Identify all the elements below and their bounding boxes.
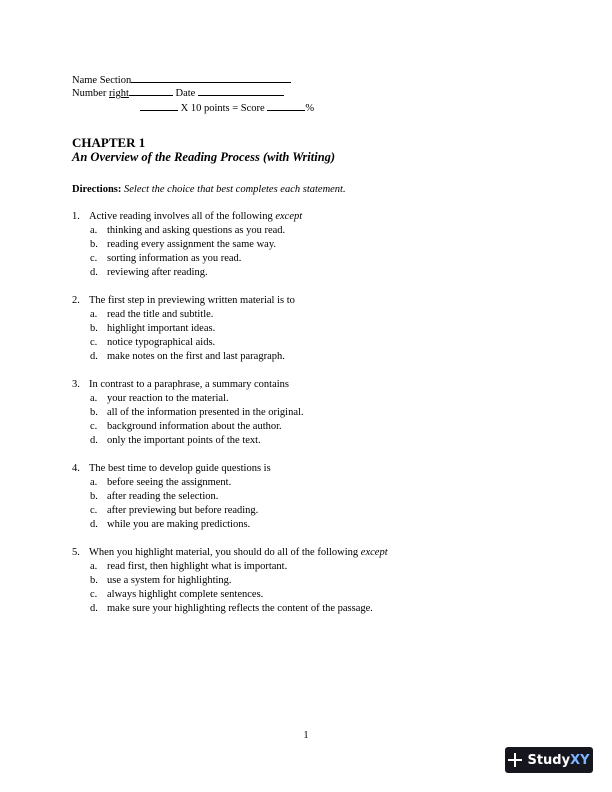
answer-option[interactable] [72, 238, 542, 252]
question-stem [72, 546, 542, 560]
question-stem [72, 294, 542, 308]
directions-text: Select the choice that best completes each statement. [124, 184, 346, 195]
option-letter: b. [90, 491, 98, 502]
option-letter: d. [90, 435, 98, 446]
option-letter: b. [90, 323, 98, 334]
option-text: make notes on the first and last paragraph. [107, 351, 285, 362]
number-date-line [72, 85, 542, 100]
option-letter: a. [90, 225, 98, 236]
answer-option[interactable] [72, 406, 542, 420]
answer-option[interactable] [72, 434, 542, 448]
answer-option[interactable] [72, 574, 542, 588]
brand-text: StudyXY [527, 752, 590, 768]
page-number: 1 [303, 730, 309, 741]
score-label: X 10 points = Score [180, 103, 265, 114]
answer-option[interactable] [72, 252, 542, 266]
score-line [72, 100, 542, 115]
question-text: The best time to develop guide questions is [89, 463, 271, 474]
answer-option[interactable] [72, 420, 542, 434]
option-text: sorting information as you read. [107, 253, 242, 264]
option-text: while you are making predictions. [107, 519, 251, 530]
option-text: all of the information presented in the original. [107, 407, 304, 418]
option-letter: d. [90, 267, 98, 278]
question-number: 1. [72, 211, 80, 222]
answer-option[interactable] [72, 490, 542, 504]
question-item [72, 294, 542, 364]
option-text: only the important points of the text. [107, 435, 261, 446]
option-text: background information about the author. [107, 421, 282, 432]
answer-option[interactable] [72, 504, 542, 518]
question-number: 2. [72, 295, 80, 306]
option-text: your reaction to the material. [107, 393, 229, 404]
studyxy-logo[interactable] [505, 747, 593, 773]
option-text: make sure your highlighting reflects the content of the passage. [107, 603, 373, 614]
option-letter: c. [90, 337, 98, 348]
plus-icon [508, 753, 522, 767]
answer-option[interactable] [72, 350, 542, 364]
option-letter: a. [90, 309, 98, 320]
answer-option[interactable] [72, 560, 542, 574]
chapter-title: CHAPTER 1 [72, 135, 146, 150]
question-stem [72, 378, 542, 392]
option-text: after previewing but before reading. [107, 505, 259, 516]
answer-option[interactable] [72, 392, 542, 406]
option-letter: d. [90, 603, 98, 614]
number-blank [129, 85, 173, 96]
question-text: In contrast to a paraphrase, a summary contains [89, 379, 290, 390]
question-item [72, 210, 542, 280]
right-label: right [109, 88, 129, 99]
option-letter: c. [90, 253, 98, 264]
answer-option[interactable] [72, 602, 542, 616]
worksheet-page [72, 72, 542, 616]
question-text: The first step in previewing written material is to [89, 295, 295, 306]
directions-label: Directions: [72, 184, 122, 195]
option-text: notice typographical aids. [107, 337, 216, 348]
question-number: 5. [72, 547, 80, 558]
option-text: before seeing the assignment. [107, 477, 232, 488]
question-stem [72, 210, 542, 224]
question-stem [72, 462, 542, 476]
option-letter: c. [90, 589, 98, 600]
question-emphasis: except [275, 211, 303, 222]
answer-option[interactable] [72, 336, 542, 350]
option-text: read first, then highlight what is important. [107, 561, 288, 572]
points-blank [140, 100, 178, 111]
option-text: use a system for highlighting. [107, 575, 232, 586]
option-letter: b. [90, 407, 98, 418]
option-text: highlight important ideas. [107, 323, 216, 334]
answer-option[interactable] [72, 588, 542, 602]
question-item [72, 378, 542, 448]
question-item [72, 546, 542, 616]
option-letter: c. [90, 421, 98, 432]
name-section-line [72, 72, 542, 85]
date-blank [198, 85, 284, 96]
answer-option[interactable] [72, 224, 542, 238]
option-letter: a. [90, 393, 98, 404]
question-number: 4. [72, 463, 80, 474]
option-text: always highlight complete sentences. [107, 589, 264, 600]
option-letter: a. [90, 561, 98, 572]
answer-option[interactable] [72, 322, 542, 336]
option-letter: b. [90, 239, 98, 250]
option-letter: d. [90, 519, 98, 530]
percent-label: % [305, 103, 315, 114]
question-number: 3. [72, 379, 80, 390]
option-letter: d. [90, 351, 98, 362]
question-text: Active reading involves all of the following except [89, 211, 303, 222]
option-letter: c. [90, 505, 98, 516]
answer-option[interactable] [72, 476, 542, 490]
answer-option[interactable] [72, 266, 542, 280]
question-list [72, 210, 542, 616]
question-emphasis: except [360, 547, 388, 558]
option-text: reviewing after reading. [107, 267, 208, 278]
answer-option[interactable] [72, 308, 542, 322]
option-letter: a. [90, 477, 98, 488]
number-label: Number [72, 88, 110, 99]
date-label: Date [175, 88, 196, 99]
name-blank [131, 72, 291, 83]
option-text: thinking and asking questions as you read. [107, 225, 286, 236]
answer-option[interactable] [72, 518, 542, 532]
question-item [72, 462, 542, 532]
question-text: When you highlight material, you should do all of the following except [89, 547, 388, 558]
score-blank [267, 100, 305, 111]
chapter-subtitle: An Overview of the Reading Process (with Writing) [72, 150, 336, 164]
option-text: read the title and subtitle. [107, 309, 214, 320]
directions [72, 183, 542, 196]
option-text: after reading the selection. [107, 491, 219, 502]
option-letter: b. [90, 575, 98, 586]
option-text: reading every assignment the same way. [107, 239, 277, 250]
name-section-label: Name Section [72, 75, 132, 86]
